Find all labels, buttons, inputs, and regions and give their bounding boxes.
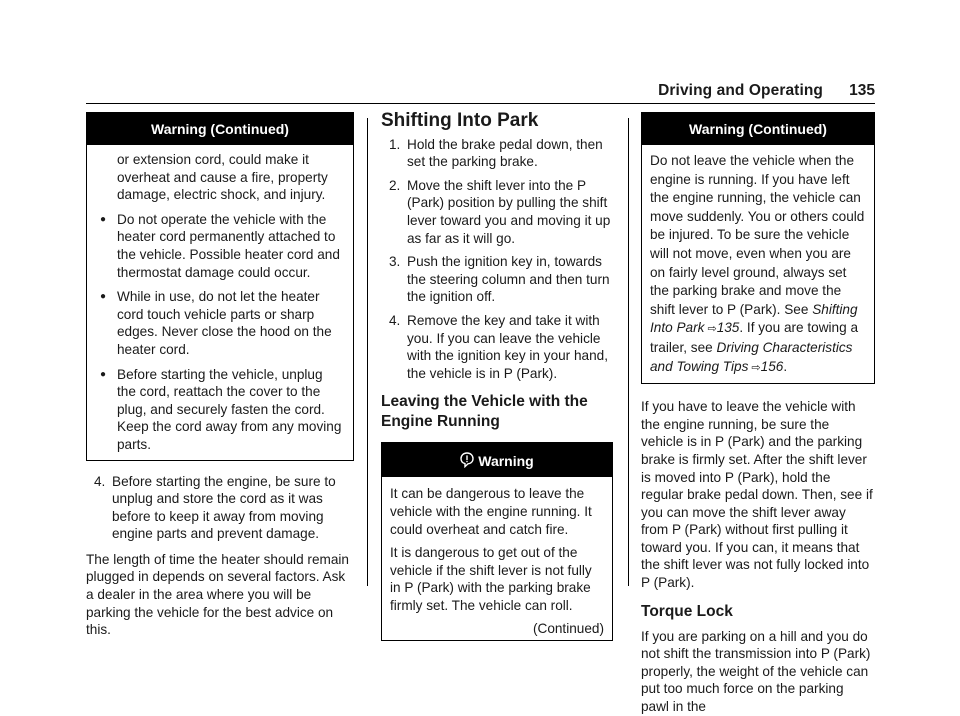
warning-item (97, 366, 345, 454)
warning-header (382, 443, 612, 477)
warning-box (381, 442, 613, 641)
page-number: 135 (849, 82, 875, 99)
step-text: Remove the key and take it with you. If you can leave the vehicle with the ignition key in your hand, the vehicle is in P (Park). (407, 312, 609, 381)
step-item (381, 136, 613, 171)
warning-body (642, 145, 874, 383)
subheading: Leaving the Vehicle with the Engine Running (381, 393, 588, 431)
subheading: Torque Lock (641, 602, 733, 620)
step-text: Hold the brake pedal down, then set the parking brake. (407, 136, 603, 170)
column-divider-1 (367, 118, 368, 586)
step-item (381, 253, 613, 306)
step-number: 3. (389, 254, 401, 270)
warning-body (87, 145, 353, 460)
step-item (381, 312, 613, 382)
warning-header: Warning (Continued) (642, 113, 874, 145)
warning-header: Warning (Continued) (87, 113, 353, 145)
section-heading: Shifting Into Park (381, 110, 539, 131)
bullet-icon: ● (100, 368, 107, 380)
column-middle (381, 112, 613, 641)
warning-intro: or extension cord, could make it overheat and cause a fire, property damage, electric shock, and injury. (117, 152, 328, 203)
section-title: Driving and Operating (658, 82, 823, 99)
step-text: Before starting the engine, be sure to unplug and store the cord as it was before to keep it away from moving engine parts and prevent damage. (112, 473, 336, 542)
xref-title[interactable]: Driving Characteristics and Towing Tips (650, 339, 853, 374)
warning-paragraph (650, 152, 866, 377)
xref-title[interactable]: Shifting Into Park (650, 301, 858, 336)
warning-text: Do not leave the vehicle when the engine is running. If you have left the engine running, the vehicle can move suddenly. You or others could be injured. To be sure the vehicle will not move, even when you are on fairly level ground, always set the parking brake and move the shift lever to P (Park). See (650, 153, 865, 317)
step-item (381, 177, 613, 247)
bullet-icon: ● (100, 213, 107, 225)
warning-item-text: Do not operate the vehicle with the heater cord permanently attached to the vehicle. Possible heater cord and thermostat damage could occur. (117, 211, 340, 280)
warning-item (97, 288, 345, 358)
page-ref-icon: ⇨ (704, 323, 717, 336)
body-paragraph: The length of time the heater should remain plugged in depends on several factors. Ask a dealer in the area where you will be parking the vehicle for the best advice on this. (86, 551, 349, 638)
body-paragraph: If you are parking on a hill and you do not shift the transmission into P (Park) properly, the weight of the vehicle can put too much force on the parking pawl in the (641, 628, 871, 715)
warning-text: . If you are towing a trailer, see (650, 320, 859, 355)
warning-item-text: Before starting the vehicle, unplug the cord, reattach the cover to the plug, and securely fasten the cord. Keep the cord away from any moving parts. (117, 366, 342, 452)
warning-text: . (783, 358, 788, 374)
warning-paragraph: It can be dangerous to leave the vehicle with the engine running. It could overheat and catch fire. (390, 486, 592, 537)
xref-page[interactable]: 135 (716, 320, 740, 336)
step-number: 4. (389, 312, 401, 328)
column-right (641, 112, 875, 716)
step-number: 2. (389, 177, 401, 193)
warning-icon (460, 452, 474, 468)
warning-body (382, 477, 612, 640)
body-paragraph: If you have to leave the vehicle with the engine running, be sure the vehicle is in P (Park) and the parking brake is firmly set. After the shift lever is moved into P (Park), hold the regular brake pedal down. Then, see if you can move the shift lever away from P (Park) without first pulling it toward you. If you can, it means that the shift lever was not fully locked into P (Park). (641, 399, 873, 591)
warning-box-continued (86, 112, 354, 461)
continued-label: (Continued) (532, 621, 604, 637)
header-rule (86, 103, 875, 104)
bullet-icon: ● (100, 291, 107, 303)
step-number: 4. (94, 473, 106, 489)
warning-item (97, 211, 345, 281)
warning-paragraph: It is dangerous to get out of the vehicle if the shift lever is not fully in P (Park) with the parking brake firmly set. The vehicle can roll. (390, 545, 592, 613)
warning-item-text: While in use, do not let the heater cord touch vehicle parts or sharp edges. Never close the hood on the heater cord. (117, 289, 332, 357)
step-number: 1. (389, 136, 401, 152)
step-text: Push the ignition key in, towards the steering column and then turn the ignition off. (407, 254, 610, 305)
xref-page[interactable]: 156 (760, 358, 784, 374)
running-header (86, 82, 875, 104)
column-left (86, 112, 354, 639)
column-divider-2 (628, 118, 629, 586)
page-ref-icon: ⇨ (748, 361, 761, 374)
step-item (86, 473, 354, 543)
warning-title: Warning (478, 453, 534, 470)
warning-box-continued (641, 112, 875, 384)
step-text: Move the shift lever into the P (Park) position by pulling the shift lever toward you and moving it up as far as it will go. (407, 177, 611, 246)
